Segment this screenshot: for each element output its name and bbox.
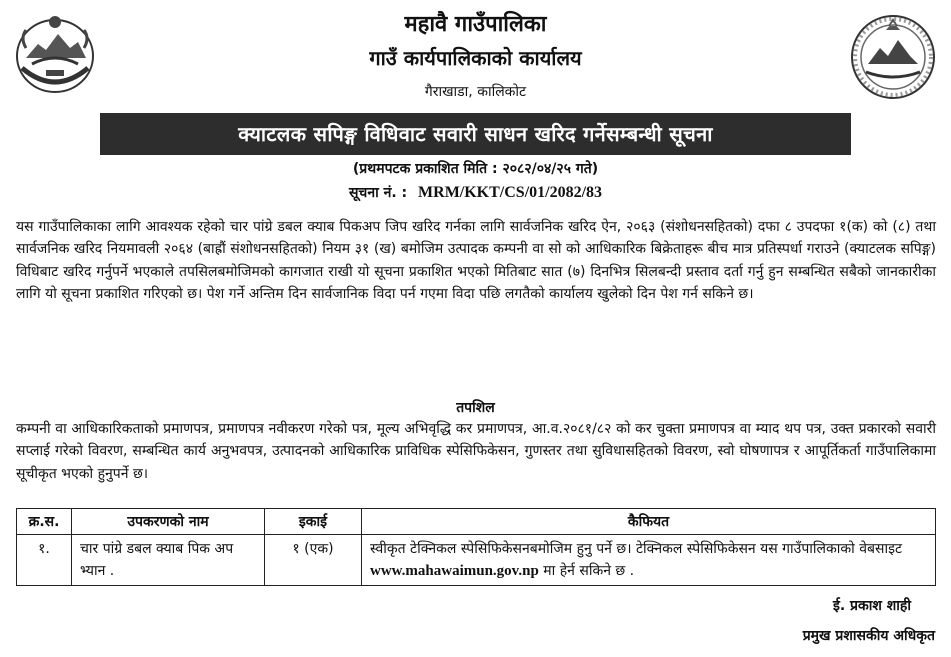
- published-date: (प्रथमपटक प्रकाशित मिति : २०८२/०४/२५ गते): [352, 161, 599, 177]
- notice-number: MRM/KKT/CS/01/2082/83: [418, 184, 603, 201]
- office-address: गैराखाडा, कालिकोट: [424, 84, 527, 100]
- notice-body: यस गाउँपालिकाका लागि आवश्यक रहेको चार पांग्रे डबल क्याब पिकअप जिप खरिद गर्नका लागि सार्वजनिक खरिद ऐन, २०६३ (संशोधनसहितको) दफा ८ उपदफा १(क) को (८) तथा सार्वजनिक खरिद नियमावली २०६४ (बाह्रौं संशोधनसहितको) नियम ३१ (ख) बमोजिम उत्पादक कम्पनी वा सो को आधिकारिक बिक्रेताहरू बीच मात्र प्रतिस्पर्धा गराउने (क्याटलक सपिङ्ग) विधिबाट खरिद गर्नुपर्ने भएकाले तपसिलबमोजिमको कागजात राखी यो सूचना प्रकाशित भएको मितिबाट सात (७) दिनभित्र सिलबन्दी प्रस्ताव दर्ता गर्नु हुन सम्बन्धित सबैको जानकारीका लागि यो सूचना प्रकाशित गरिएको छ। पेश गर्ने अन्तिम दिन सार्वजानिक विदा पर्न गएमा विदा पछि लगतैको कार्यालय खुलेको दिन पेश गर्न सकिने छ।: [16, 219, 936, 302]
- cell-item: चार पांग्रे डबल क्याब पिक अप भ्यान .: [72, 535, 265, 586]
- col-header-unit: इकाई: [265, 509, 362, 535]
- details-heading: तपशिल: [456, 400, 495, 416]
- requirements-text: कम्पनी वा आधिकारिकताको प्रमाणपत्र, प्रमाणपत्र नवीकरण गरेको पत्र, मूल्य अभिवृद्धि कर प्रमाणपत्र, आ.व.२०८१/८२ को कर चुक्ता प्रमाणपत्र वा म्याद थप पत्र, उक्त प्रकारको सवारी सप्लाई गरेको विवरण, सम्बन्धित कार्य अनुभवपत्र, उत्पादनको आधिकारिक प्राविधिक स्पेसिफिकेसन, गुणस्तर तथा सुविधासहितको विवरण, स्वो घोषणापत्र र आपूर्तिकर्ता गाउँपालिकामा सूचीकृत भएको हुनुपर्ने छ।: [16, 421, 936, 482]
- municipality-name: महावै गाउँपालिका: [404, 12, 547, 37]
- notice-number-label: सूचना नं. :: [348, 185, 408, 201]
- notice-title: क्याटलक सपिङ्ग विधिवाट सवारी साधन खरिद गर्नेसम्बन्धी सूचना: [100, 113, 851, 155]
- notice-number-line: [0, 183, 951, 202]
- remarks-text-a: स्वीकृत टेक्निकल स्पेसिफिकेसनबमोजिम हुनु पर्ने छ। टेक्निकल स्पेसिफिकेसन यस गाउँपालिकाको वेबसाइट: [370, 541, 903, 557]
- remarks-text-b: मा हेर्न सकिने छ .: [538, 563, 635, 579]
- signatory-name: ई. प्रकाश शाही: [832, 598, 911, 614]
- col-header-remarks: कैफियत: [362, 509, 936, 535]
- col-header-sn: क्र.स.: [17, 509, 72, 535]
- cell-unit: १ (एक): [265, 535, 362, 586]
- items-table: [16, 508, 936, 586]
- cell-sn: १.: [17, 535, 72, 586]
- table-row: [17, 535, 936, 586]
- signatory-title: प्रमुख प्रशासकीय अधिकृत: [802, 628, 935, 644]
- website-link[interactable]: www.mahawaimun.gov.np: [370, 563, 539, 579]
- office-name: गाउँ कार्यपालिकाको कार्यालय: [369, 46, 582, 70]
- cell-remarks: [362, 535, 936, 586]
- table-header-row: [17, 509, 936, 535]
- col-header-item: उपकरणको नाम: [72, 509, 265, 535]
